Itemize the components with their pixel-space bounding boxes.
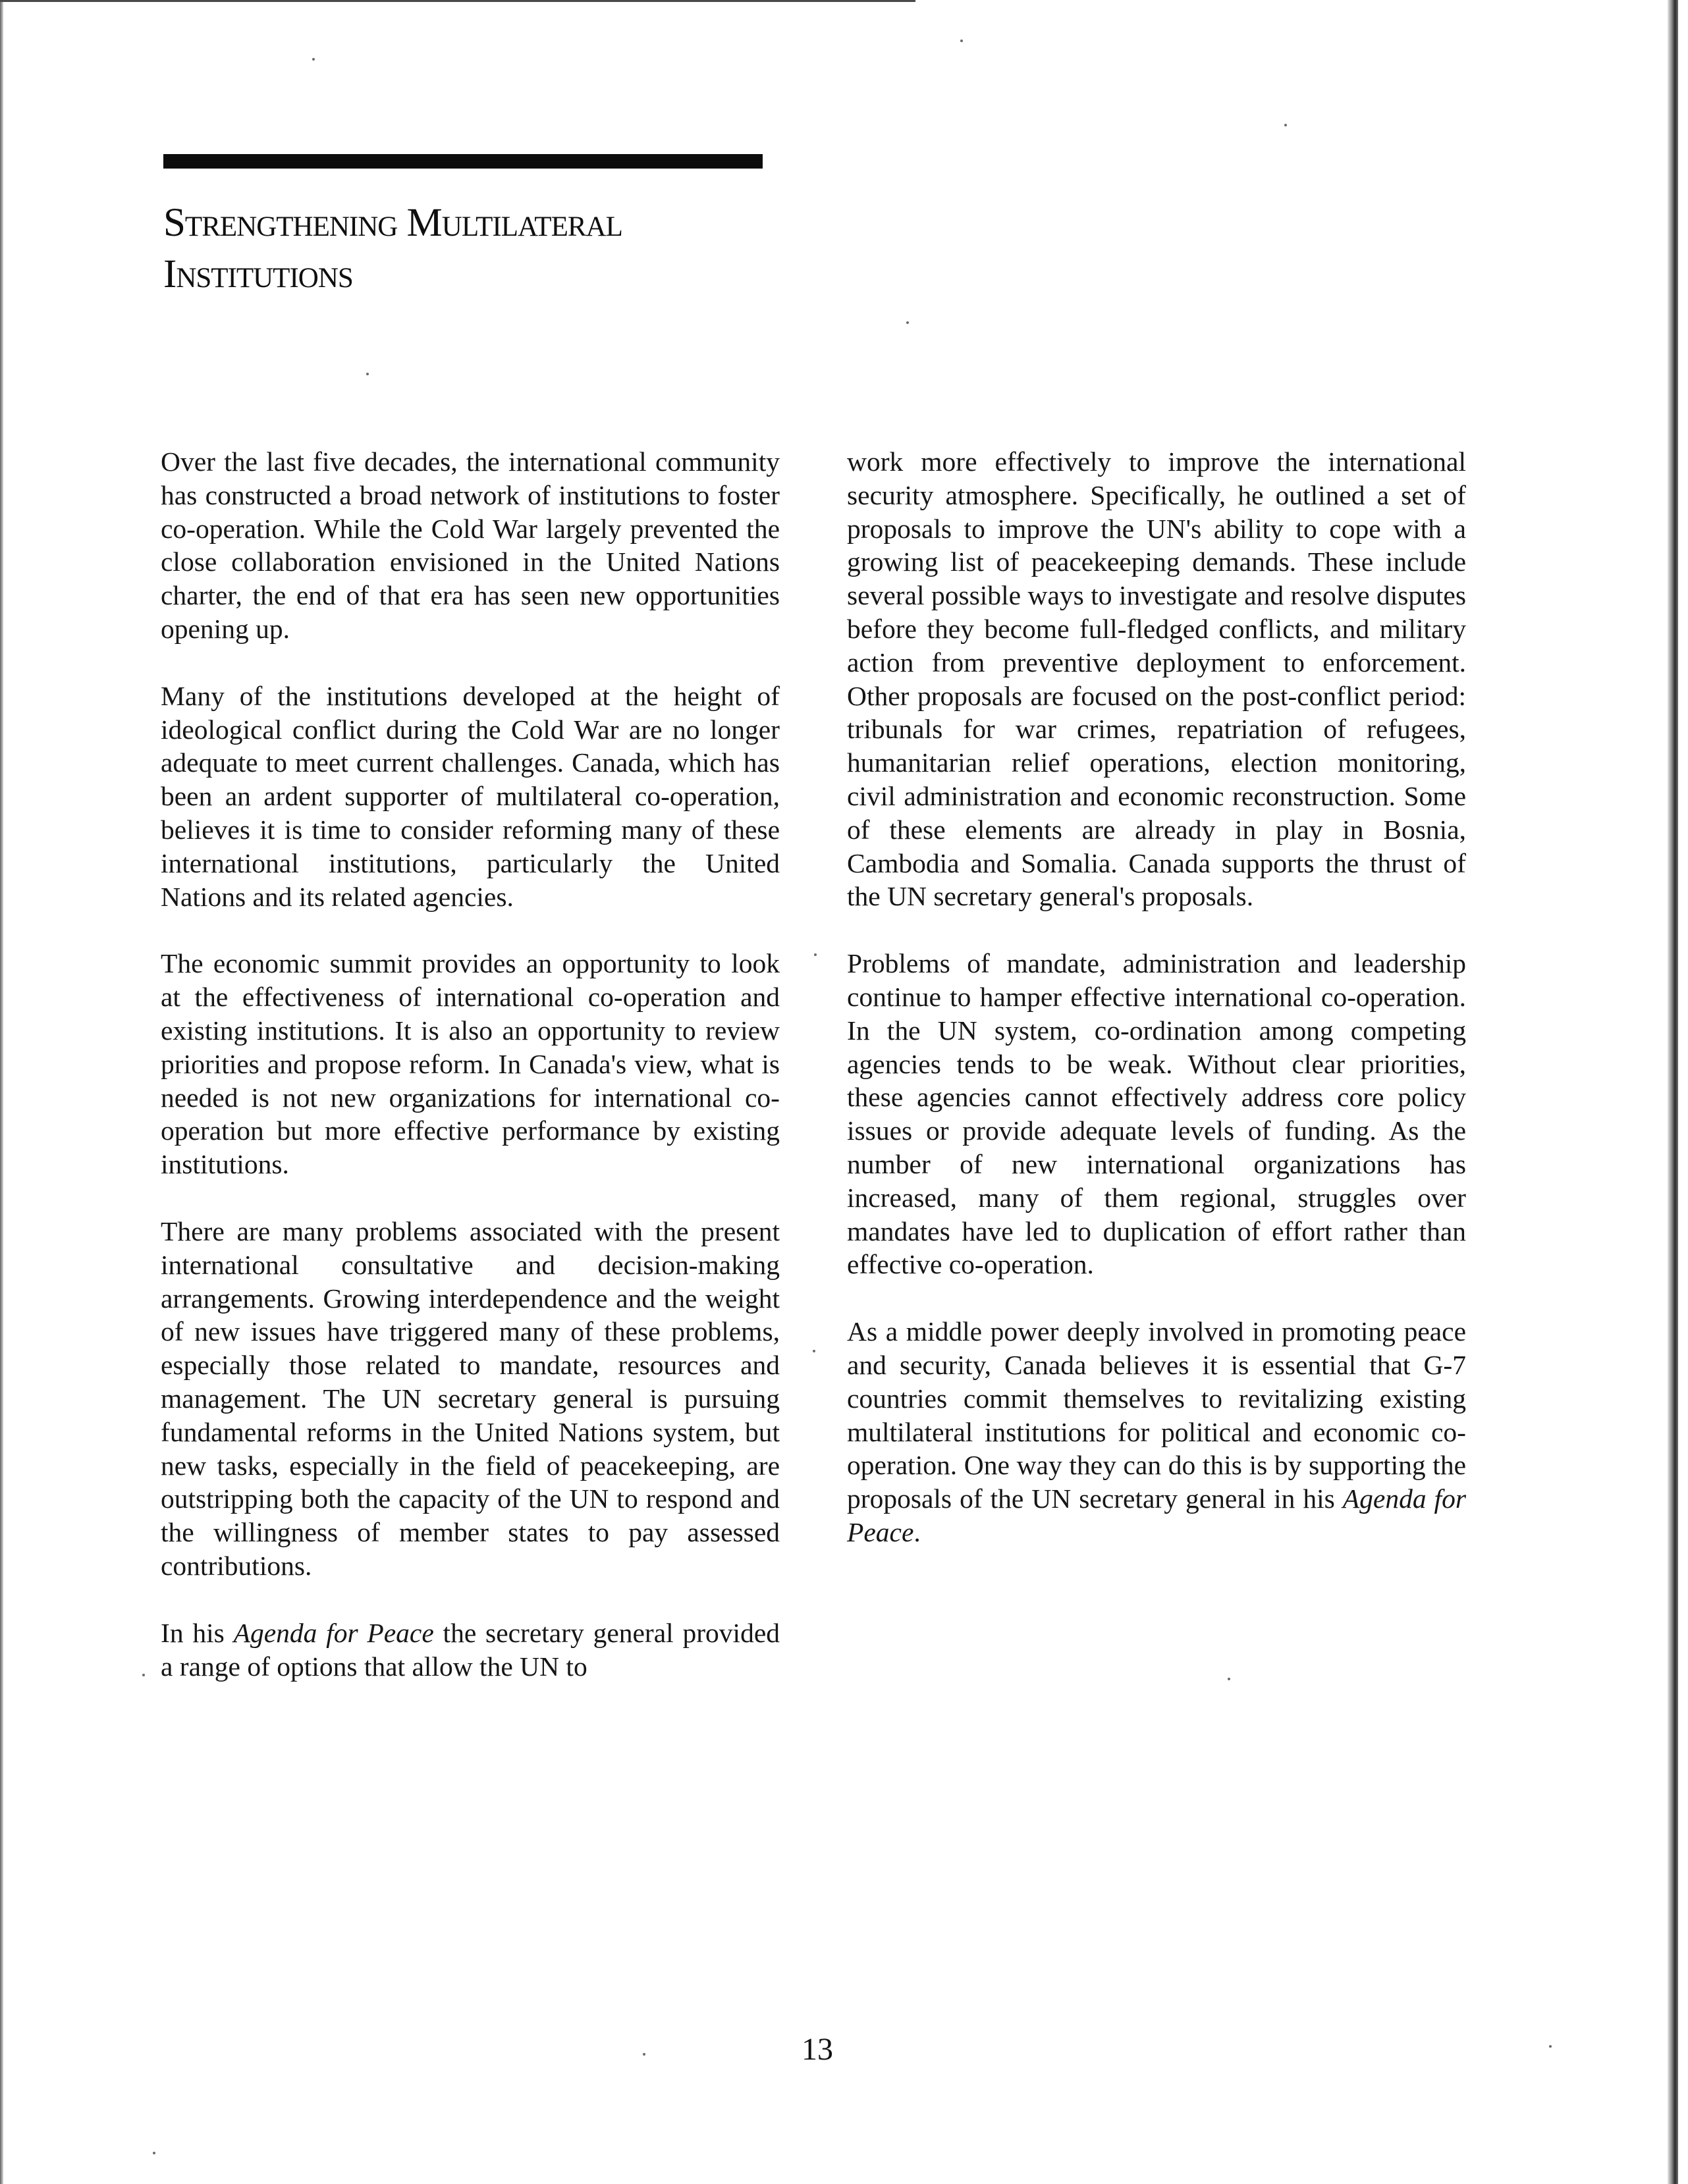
section-title [163, 198, 954, 300]
section-heading-bar [163, 154, 763, 169]
agenda-for-peace-title: Agenda for Peace [233, 1617, 434, 1648]
paragraph: There are many problems associated with the present international consultative and decision-making arrangements. Growing interdependence and the weight of new issues have triggered many of these problems, especially those related to mandate, resources and management. The UN secretary general is pursuing fundamental reforms in the United Nations system, but new tasks, especially in the field of peacekeeping, are outstripping both the capacity of the UN to respond and the willingness of member states to pay assessed contributions. [161, 1215, 780, 1581]
scan-right-edge [1668, 0, 1678, 2184]
left-text-column [161, 445, 780, 1717]
paragraph: work more effectively to improve the international security atmosphere. Specifically, he outlined a set of proposals to improve the UN's ability to cope with a growing list of peacekeeping demands. These include several possible ways to investigate and resolve disputes before they become full-fledged conflicts, and military action from preventive deployment to enforcement. Other proposals are focused on the post-conflict period: tribunals for war crimes, repatriation of refugees, humanitarian relief operations, election monitoring, civil administration and economic reconstruction. Some of these elements are already in play in Bosnia, Cambodia and Somalia. Canada supports the thrust of the UN secretary general's proposals. [847, 446, 1466, 912]
paragraph: Many of the institutions developed at the height of ideological conflict during the Cold War are no longer adequate to meet current challenges. Canada, which has been an ardent supporter of multilateral co-operation, believes it is time to consider reforming many of these international institutions, particularly the United Nations and its related agencies. [161, 680, 780, 912]
scan-speck [814, 953, 817, 956]
scan-speck [906, 321, 909, 324]
scan-speck [142, 1674, 145, 1676]
paragraph-text: As a middle power deeply involved in promoting peace and security, Canada believes it is essential that G-7 countries commit themselves to revitalizing existing multilateral institutions for political and economic co-operation. One way they can do this is by supporting the proposals of the UN secretary general in his [847, 1316, 1466, 1514]
right-text-column [847, 445, 1466, 1583]
section-title-line-1: Strengthening Multilateral [163, 201, 622, 245]
paragraph: Over the last five decades, the international community has constructed a broad network of institutions to foster co-operation. While the Cold War largely prevented the close collaboration envisioned in the United Nations charter, the end of that era has seen new opportunities opening up. [161, 446, 780, 644]
paragraph [161, 1616, 780, 1684]
paragraph-text: . [913, 1516, 921, 1547]
agenda-for-peace-title: Agenda for Peace [847, 1483, 1466, 1547]
scan-speck [813, 1350, 815, 1352]
top-rule [0, 0, 915, 2]
scan-speck [1549, 2045, 1552, 2048]
section-title-line-2: Institutions [163, 252, 353, 296]
paragraph-text: the secretary general provided a range of options that allow the UN to [161, 1617, 780, 1682]
scan-speck [643, 2053, 645, 2056]
scan-speck [1228, 1678, 1230, 1680]
scan-speck [960, 40, 963, 42]
scan-speck [153, 2152, 155, 2154]
scan-speck [366, 373, 369, 375]
paragraph: Problems of mandate, administration and leadership continue to hamper effective international co-operation. In the UN system, co-ordination among competing agencies tends to be weak. Without clear priorities, these agencies cannot effectively address core policy issues or provide adequate levels of funding. As the number of new international organizations has increased, many of them regional, struggles over mandates have led to duplication of effort rather than effective co-operation. [847, 948, 1466, 1280]
page-number: 13 [802, 2032, 833, 2067]
scan-speck [312, 58, 315, 61]
paragraph: The economic summit provides an opportunity to look at the effectiveness of international co-operation and existing institutions. It is also an opportunity to review priorities and propose reform. In Canada's view, what is needed is not new organizations for international co-operation but more effective performance by existing institutions. [161, 948, 780, 1180]
paragraph [847, 1315, 1466, 1549]
scan-left-edge [0, 0, 3, 2184]
paragraph-text: In his [161, 1617, 234, 1648]
scan-speck [1284, 124, 1287, 126]
